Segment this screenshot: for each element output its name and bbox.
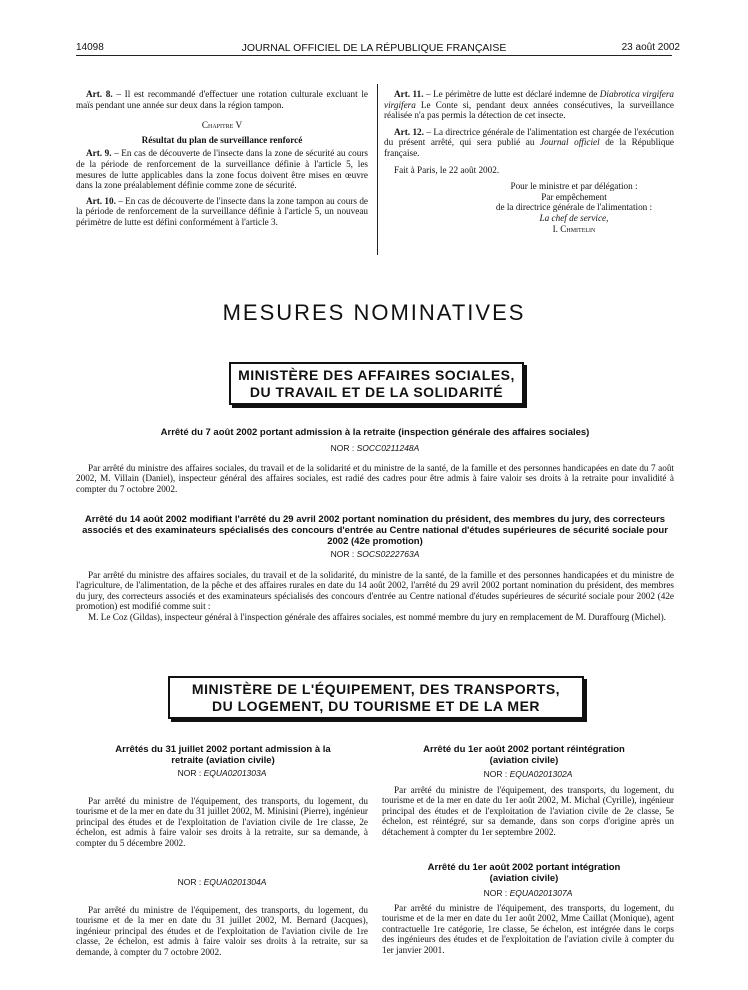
article-12 <box>384 127 674 159</box>
article-8 <box>76 89 368 110</box>
arrete-4-nor-code: EQUA0201302A <box>509 769 573 779</box>
arrete-3-paragraph-a: Par arrêté du ministre de l'équipement, des transports, du logement, du tourisme et de la mer en date du 31 juillet 2002, M. Minisini (Pierre), ingénieur principal des études et de l'exploitation de l'aviation civile de 1re classe, 2e échelon, est admis à faire valoir ses droits à la retraite, sur sa demande, à compter du 5 décembre 2002. <box>76 796 368 848</box>
arrete-4-nor-label: NOR : <box>483 769 510 779</box>
ministry-1-line-1: MINISTÈRE DES AFFAIRES SOCIALES, <box>238 367 515 383</box>
arrete-4-title: Arrêté du 1er août 2002 portant réintégration (aviation civile) <box>423 744 625 766</box>
ministry-2-line-1: MINISTÈRE DE L'ÉQUIPEMENT, DES TRANSPORTS, <box>191 681 561 697</box>
article-11-text-b: Le Conte si, pendant deux années consécutives, la surveillance réalisée n'a pas permis la détection de cet insecte. <box>384 99 674 121</box>
page-number: 14098 <box>76 42 104 53</box>
header-rule <box>76 55 672 56</box>
ministry-2-line-2: DU LOGEMENT, DU TOURISME ET DE LA MER <box>211 698 541 714</box>
section-title: MESURES NOMINATIVES <box>222 300 526 325</box>
arrete-1-title: Arrêté du 7 août 2002 portant admission à la retraite (inspection générale des affaires sociales) <box>160 427 590 438</box>
arrete-2-nor-code: SOCS0222763A <box>356 549 420 559</box>
arrete-3-nor-a <box>76 768 368 778</box>
article-12-text-a: – La directrice générale de l'alimentation est chargée de l'exécution du présent arrêté, qui sera publié au <box>384 126 674 148</box>
arrete-2-body <box>76 570 674 622</box>
arrete-1-paragraph: Par arrêté du ministre des affaires sociales, du travail et de la solidarité et du ministre de la santé, de la famille et des personnes handicapées en date du 7 août 2002, M. Villain (Daniel), inspecteur général des affaires sociales, est radié des cadres pour être admis à faire valoir ses droits à la retraite pour invalidité à compter du 7 octobre 2002. <box>76 463 674 494</box>
article-12-text-b: de la République française. <box>384 137 674 158</box>
arrete-1-nor <box>76 443 674 453</box>
left-column <box>76 89 368 228</box>
article-11-label: Art. 11. <box>394 89 424 99</box>
arrete-3-nor-b-label: NOR : <box>177 877 204 887</box>
arrete-1-nor-code: SOCC0211248A <box>356 443 420 453</box>
arrete-5-nor-code: EQUA0201307A <box>509 888 573 898</box>
arrete-3-paragraph-b: Par arrêté du ministre de l'équipement, des transports, du logement, du tourisme et de la mer en date du 31 juillet 2002, M. Bernard (Jacques), ingénieur principal des études et de l'exploitation de l'aviation civile de 1re classe, 2e échelon, est admis à faire valoir ses droits à la retraite, sur sa demande, à compter du 7 octobre 2002. <box>76 905 368 957</box>
arrete-4-nor <box>382 769 674 779</box>
article-10-text: – En cas de découverte de l'insecte dans la zone tampon au cours de la période de renforcement de la surveillance définie à l'article 5, un nouveau périmètre de lutte est défini conformément à l'article 3. <box>76 195 368 227</box>
issue-date: 23 août 2002 <box>621 42 680 53</box>
signature-line-4: La chef de service, <box>539 212 609 223</box>
article-8-text: – Il est recommandé d'effectuer une rotation culturale excluant le maïs pendant une année sur deux dans la région tampon. <box>76 89 368 110</box>
right-column <box>384 89 674 234</box>
article-12-journal: Journal officiel <box>540 137 600 148</box>
arrete-3-body-a <box>76 796 368 848</box>
arrete-4-body <box>382 785 674 837</box>
arrete-5-paragraph: Par arrêté du ministre de l'équipement, des transports, du logement, du tourisme et de la mer en date du 1er août 2002, Mme Caillat (Monique), agent contractuelle 1re catégorie, 1re classe, 5e échelon, est intégrée dans le corps des ingénieurs des études et de l'exploitation de l'aviation civile à compter du 1er janvier 2001. <box>382 903 674 955</box>
arrete-2-paragraph-1: Par arrêté du ministre des affaires sociales, du travail et de la solidarité, du ministre de la santé, de la famille et des personnes handicapées et du ministre de l'agriculture, de l'alimentation, de la pêche et des affaires rurales en date du 14 août 2002, l'arrêté du 29 avril 2002 portant nomination du président, des membres du jury, des correcteurs associés et des examinateurs spécialisés des concours d'entrée au Centre national d'études supérieures de sécurité sociale pour 2002 (42e promotion) est modifié comme suit : <box>76 570 674 612</box>
arrete-4-paragraph: Par arrêté du ministre de l'équipement, des transports, du logement, du tourisme et de la mer en date du 1er août 2002, M. Michal (Cyrille), ingénieur principal des études et de l'exploitation de l'aviation civile de 2e classe, 5e échelon, est réintégré, sur sa demande, dans son corps d'origine après un détachement à compter du 1er septembre 2002. <box>382 785 674 837</box>
article-11 <box>384 89 674 121</box>
arrete-5-nor <box>382 888 674 898</box>
arrete-2-paragraph-2: M. Le Coz (Gildas), inspecteur général à l'inspection générale des affaires sociales, est nommé membre du jury en remplacement de M. Duraffourg (Michel). <box>88 611 666 622</box>
signature-line-3: de la directrice générale de l'alimentation : <box>495 202 653 213</box>
chapter-heading: Chapitre V <box>201 120 243 131</box>
arrete-3-nor-b <box>76 877 368 887</box>
signature-block <box>384 181 674 234</box>
signature-line-5: I. Chmitelin <box>552 223 596 234</box>
article-9-text: – En cas de découverte de l'insecte dans la zone de sécurité au cours de la période de renforcement de la surveillance définie à l'article 5, les mesures de lutte applicables dans la zone focus doivent être mises en œuvre dans la zone préalablement définie comme zone de sécurité. <box>76 148 368 191</box>
ministry-box-equipment <box>168 676 584 719</box>
signature-line-2: Par empêchement <box>541 191 607 202</box>
arrete-2-nor-label: NOR : <box>330 549 357 559</box>
arrete-5-body <box>382 903 674 955</box>
arrete-3-nor-a-code: EQUA0201303A <box>203 768 267 778</box>
article-9-label: Art. 9. <box>86 148 112 159</box>
article-12-label: Art. 12. <box>394 126 424 137</box>
arrete-5-nor-label: NOR : <box>483 888 510 898</box>
ministry-box-social-affairs <box>229 362 524 405</box>
journal-title: JOURNAL OFFICIEL DE LA RÉPUBLIQUE FRANÇAISE <box>241 42 507 54</box>
fait-a-paris: Fait à Paris, le 22 août 2002. <box>394 164 500 175</box>
arrete-3-title: Arrêtés du 31 juillet 2002 portant admission à la retraite (aviation civile) <box>115 744 331 766</box>
article-11-species: Diabrotica virgifera virgifera <box>384 89 675 110</box>
chapter-title: Résultat du plan de surveillance renforcé <box>141 134 303 145</box>
arrete-1-nor-label: NOR : <box>330 443 357 453</box>
ministry-1-line-2: DU TRAVAIL ET DE LA SOLIDARITÉ <box>249 384 504 400</box>
article-10-label: Art. 10. <box>86 195 116 206</box>
column-divider <box>377 84 378 255</box>
article-11-text-a: – Le périmètre de lutte est déclaré indemne de <box>423 89 600 99</box>
article-10 <box>76 196 368 228</box>
article-9 <box>76 148 368 190</box>
arrete-3-nor-a-label: NOR : <box>177 768 204 778</box>
arrete-5-title: Arrêté du 1er août 2002 portant intégration (aviation civile) <box>427 862 621 884</box>
arrete-3-body-b <box>76 905 368 957</box>
arrete-1-body <box>76 463 674 494</box>
signature-line-1: Pour le ministre et par délégation : <box>510 181 638 192</box>
article-8-label: Art. 8. <box>86 89 113 99</box>
arrete-3-nor-b-code: EQUA0201304A <box>203 877 267 887</box>
arrete-2-nor <box>76 549 674 559</box>
arrete-2-title: Arrêté du 14 août 2002 modifiant l'arrêté du 29 avril 2002 portant nomination du président, des membres du jury, des correcteurs associés et des examinateurs spécialisés des concours d'entrée au Centre national d'études supérieures de sécurité sociale pour 2002 (42e promotion) <box>82 514 668 547</box>
